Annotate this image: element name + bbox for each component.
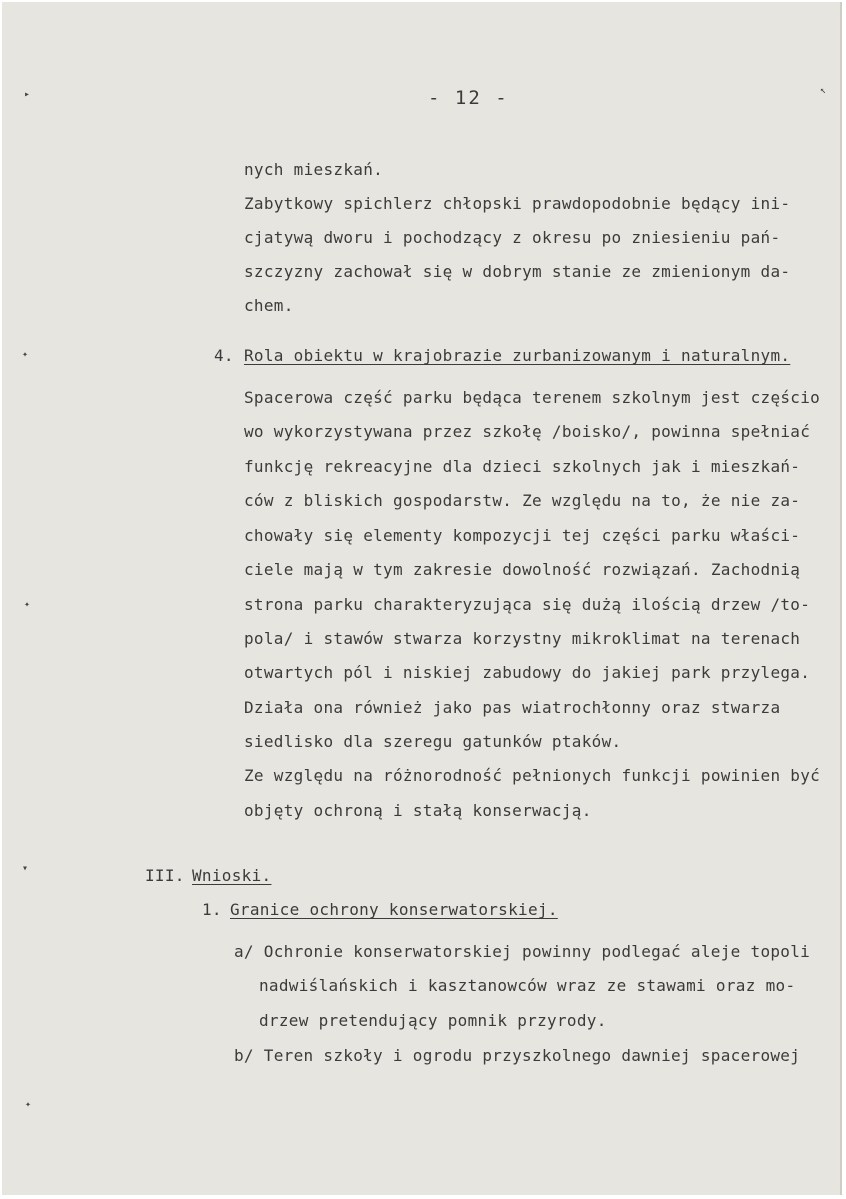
paragraph-line: pola/ i stawów stwarza korzystny mikroklimat na terenach bbox=[244, 629, 801, 648]
scan-speck: ✦ bbox=[24, 599, 31, 610]
paragraph-line: objęty ochroną i stałą konserwacją. bbox=[244, 801, 592, 820]
list-item-line: drzew pretendujący pomnik przyrody. bbox=[259, 1011, 607, 1030]
page-number: - 12 - bbox=[428, 87, 509, 109]
paragraph-line: ców z bliskich gospodarstw. Ze względu na to, że nie za- bbox=[244, 491, 801, 510]
scan-speck: ✦ bbox=[22, 349, 29, 360]
paragraph-line: wo wykorzystywana przez szkołę /boisko/, powinna spełniać bbox=[244, 422, 811, 441]
section-number: 4. bbox=[214, 346, 234, 365]
section-heading: Wnioski. bbox=[192, 866, 272, 885]
paragraph-line: chowały się elementy kompozycji tej części parku właści- bbox=[244, 526, 801, 545]
paragraph-line: otwartych pól i niskiej zabudowy do jakiej park przylega. bbox=[244, 663, 811, 682]
paragraph-line: Zabytkowy spichlerz chłopski prawdopodobnie będący ini- bbox=[244, 194, 791, 213]
list-item-line: b/ Teren szkoły i ogrodu przyszkolnego dawniej spacerowej bbox=[234, 1046, 801, 1065]
paragraph-line: chem. bbox=[244, 296, 294, 315]
section-heading: Rola obiektu w krajobrazie zurbanizowanym i naturalnym. bbox=[244, 346, 791, 365]
paragraph-line: funkcję rekreacyjne dla dzieci szkolnych jak i mieszkań- bbox=[244, 457, 801, 476]
paragraph-line: siedlisko dla szeregu gatunków ptaków. bbox=[244, 732, 622, 751]
scan-speck: ↖ bbox=[820, 85, 827, 96]
list-item-line: nadwiślańskich i kasztanowców wraz ze stawami oraz mo- bbox=[259, 976, 796, 995]
scan-speck: ✦ bbox=[25, 1099, 32, 1110]
section-number: III. bbox=[145, 866, 185, 885]
paragraph-line: strona parku charakteryzująca się dużą ilością drzew /to- bbox=[244, 595, 811, 614]
paragraph-line: Działa ona również jako pas wiatrochłonny oraz stwarza bbox=[244, 698, 781, 717]
paragraph-line: Spacerowa część parku będąca terenem szkolnym jest częścio bbox=[244, 388, 821, 407]
subsection-heading: Granice ochrony konserwatorskiej. bbox=[230, 900, 558, 919]
subsection-number: 1. bbox=[202, 900, 222, 919]
paragraph-line: szczyzny zachował się w dobrym stanie ze zmienionym da- bbox=[244, 262, 791, 281]
paragraph-line: nych mieszkań. bbox=[244, 160, 384, 179]
scan-speck: ▸ bbox=[24, 89, 31, 100]
document-page bbox=[2, 2, 842, 1195]
list-item-line: a/ Ochronie konserwatorskiej powinny podlegać aleje topoli bbox=[234, 942, 811, 961]
scan-speck: ▾ bbox=[22, 863, 29, 874]
paragraph-line: ciele mają w tym zakresie dowolność rozwiązań. Zachodnią bbox=[244, 560, 801, 579]
paragraph-line: cjatywą dworu i pochodzący z okresu po zniesieniu pań- bbox=[244, 228, 781, 247]
paragraph-line: Ze względu na różnorodność pełnionych funkcji powinien być bbox=[244, 766, 821, 785]
